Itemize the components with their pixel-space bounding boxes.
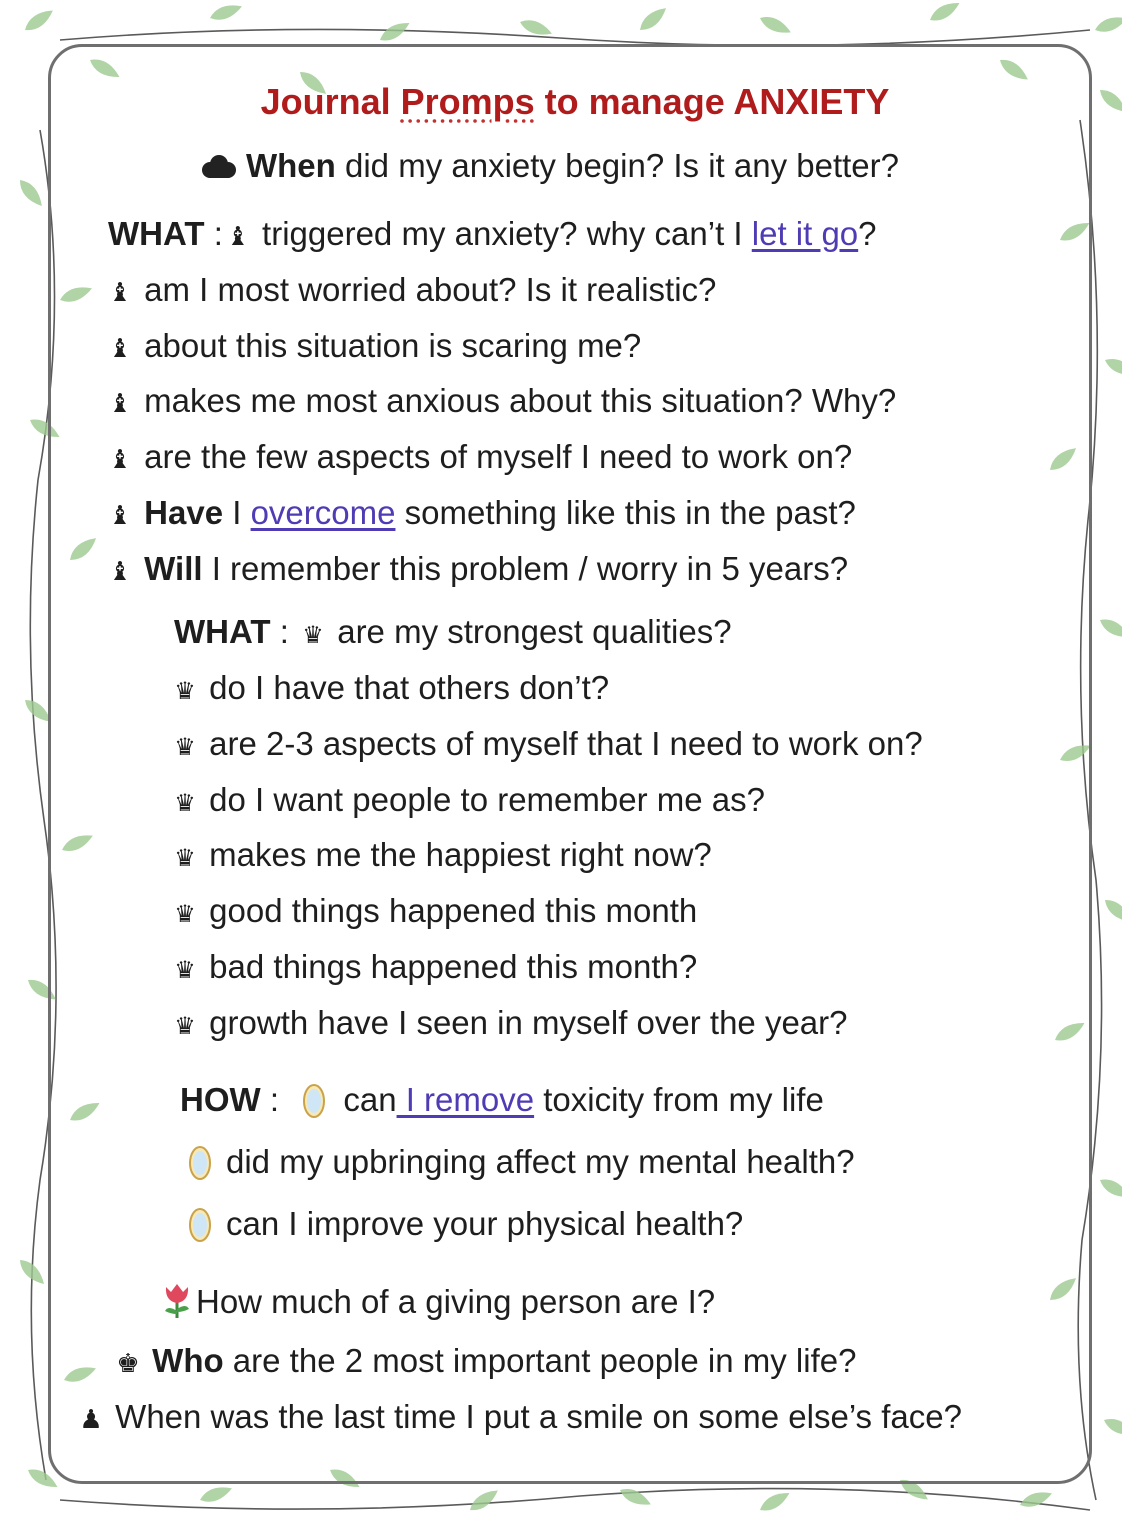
leaf-decoration (757, 13, 793, 38)
leaf-decoration (897, 1475, 932, 1504)
bishop-icon: ♝ (108, 557, 132, 587)
overcome-link[interactable]: overcome (250, 494, 396, 531)
queen-icon: ♛ (174, 1012, 196, 1040)
leaf-decoration (1102, 355, 1122, 380)
leaf-decoration (1101, 895, 1122, 926)
tulip-icon (160, 1281, 194, 1319)
queen-icon: ♛ (174, 733, 196, 761)
leaf-decoration (617, 1485, 653, 1510)
leaf-decoration (62, 1363, 98, 1386)
will-remember-prompt: ♝ Will I remember this problem / worry in 5 years? (105, 547, 848, 594)
bishop-icon: ♝ (226, 222, 250, 252)
leaf-decoration (59, 830, 95, 855)
leaf-decoration (327, 1465, 362, 1492)
bishop-icon: ♝ (108, 334, 132, 364)
queen-icon: ♛ (302, 621, 324, 649)
bishop-icon: ♝ (108, 445, 132, 475)
bishop-icon: ♝ (108, 278, 132, 308)
leaf-decoration (1046, 444, 1080, 475)
leaf-decoration (21, 695, 55, 726)
leaf-decoration (927, 0, 962, 25)
queen-icon: ♛ (174, 844, 196, 872)
leaf-decoration (22, 6, 57, 35)
giving-person-prompt: How much of a giving person are I? (160, 1280, 715, 1324)
when-prompt: When did my anxiety begin? Is it any better? (200, 144, 899, 188)
queen-icon: ♛ (174, 789, 196, 817)
leaf-decoration (1093, 13, 1122, 36)
leaf-decoration (208, 1, 244, 24)
page-title: Journal Promps to manage ANXIETY (260, 81, 890, 122)
bishop-icon: ♝ (108, 501, 132, 531)
what-item: ♝ are the few aspects of myself I need to work on? (105, 435, 852, 482)
cloud-icon (200, 155, 238, 181)
how-item: did my upbringing affect my mental health? (188, 1140, 855, 1184)
what2-item: ♛ makes me the happiest right now? (170, 833, 712, 880)
leaf-decoration (1101, 1415, 1122, 1440)
leaf-decoration (25, 1465, 60, 1492)
smile-prompt: ♟ When was the last time I put a smile on some else’s face? (76, 1395, 962, 1442)
leaf-decoration (1046, 1274, 1080, 1305)
mirror-icon (188, 1145, 212, 1181)
leaf-decoration (1097, 615, 1122, 642)
have-overcome-prompt: ♝ Have I overcome something like this in the past? (105, 491, 856, 538)
queen-icon: ♛ (174, 677, 196, 705)
vine-stroke (60, 29, 1090, 45)
how-item: can I improve your physical health? (188, 1202, 743, 1246)
leaf-decoration (757, 1488, 792, 1515)
mirror-icon (188, 1207, 212, 1243)
what2-item: ♛ do I have that others don’t? (170, 666, 609, 713)
leaf-decoration (1018, 1488, 1054, 1511)
what-qualities-prompt: WHAT : ♛ are my strongest qualities? (174, 610, 732, 657)
mirror-icon (302, 1083, 326, 1119)
what2-item: ♛ do I want people to remember me as? (170, 778, 765, 825)
leaf-decoration (377, 18, 412, 45)
what2-item: ♛ good things happened this month (170, 889, 697, 936)
let-it-go-link[interactable]: let it go (751, 215, 859, 252)
leaf-decoration (15, 176, 46, 210)
queen-icon: ♛ (174, 956, 196, 984)
what-item: ♝ makes me most anxious about this situation? Why? (105, 379, 896, 426)
what-item: ♝ about this situation is scaring me? (105, 324, 641, 371)
bishop-icon: ♝ (108, 389, 132, 419)
what-item: ♝ am I most worried about? Is it realistic? (105, 268, 716, 315)
what-triggered-prompt: WHAT : ♝ triggered my anxiety? why can’t I let it go? (108, 212, 877, 259)
leaf-decoration (25, 975, 60, 1004)
leaf-decoration (66, 534, 100, 565)
leaf-decoration (636, 4, 670, 35)
what2-item: ♛ are 2-3 aspects of myself that I need to work on? (170, 722, 923, 769)
pawn-icon: ♟ (79, 1405, 103, 1435)
leaf-decoration (467, 1486, 502, 1515)
leaf-decoration (1057, 218, 1092, 245)
what2-item: ♛ bad things happened this month? (170, 945, 697, 992)
who-important-prompt: ♚ Who are the 2 most important people in my life? (113, 1339, 856, 1386)
leaf-decoration (58, 283, 94, 306)
queen-icon: ♛ (174, 900, 196, 928)
leaf-decoration (67, 1098, 102, 1125)
vine-stroke (1078, 120, 1101, 1500)
i-remove-link[interactable]: I remove (396, 1081, 535, 1118)
king-icon: ♚ (116, 1349, 140, 1379)
leaf-decoration (198, 1483, 234, 1506)
leaf-decoration (1057, 740, 1093, 765)
leaf-decoration (1097, 1175, 1122, 1202)
how-toxicity-prompt: HOW : can I remove toxicity from my life (180, 1081, 824, 1118)
what2-item: ♛ growth have I seen in myself over the year? (170, 1001, 848, 1048)
leaf-decoration (1052, 1018, 1087, 1045)
